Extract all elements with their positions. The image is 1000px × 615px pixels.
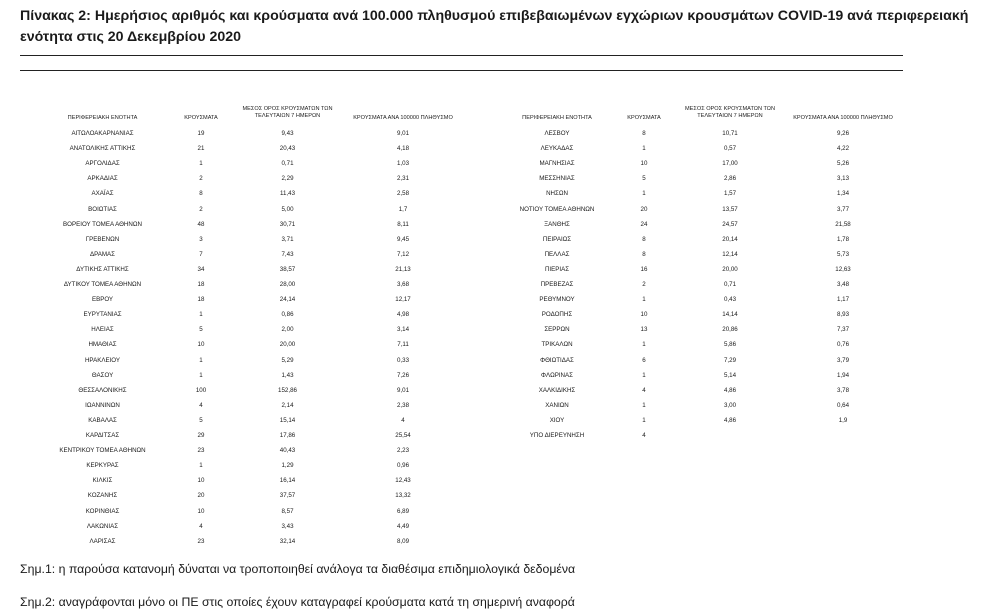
cell-per-100k: 1,78 [836,235,850,243]
cell-per-100k: 25,54 [395,432,411,439]
cell-avg-7days: 2,14 [281,401,294,409]
cell-per-100k: 5,26 [836,160,850,168]
cell-cases: 3 [199,235,203,243]
table-row [0,534,1000,549]
cell-cases: 1 [199,371,203,379]
cell-region: ΥΠΟ ΔΙΕΡΕΥΝΗΣΗ [529,432,585,439]
cell-cases: 2 [199,205,203,213]
header-per-100k-right: ΚΡΟΥΣΜΑΤΑ ΑΝΑ 100000 ΠΛΗΘΥΣΜΟ [793,115,893,121]
cell-per-100k: 0,76 [836,341,850,349]
cell-cases: 48 [197,220,205,228]
header-region-right: ΠΕΡΙΦΕΡΕΙΑΚΗ ΕΝΟΤΗΤΑ [522,115,592,121]
cell-per-100k: 4,49 [396,522,410,530]
title-divider-bottom [20,70,903,71]
table-row [0,398,1000,413]
table-row [0,292,1000,307]
cell-region: ΦΛΩΡΙΝΑΣ [541,371,573,379]
cell-region: ΑΙΤΩΛΟΑΚΑΡΝΑΝΙΑΣ [71,130,134,137]
cell-region: ΑΡΓΟΛΙΔΑΣ [85,160,120,168]
table-row [0,488,1000,503]
cell-avg-7days: 32,14 [279,537,296,545]
cell-cases: 8 [642,130,646,137]
cell-cases: 1 [199,462,203,470]
table-title: Πίνακας 2: Ημερήσιος αριθμός και κρούσματα ανά 100.000 πληθυσμού επιβεβαιωμένων εγχώριων κρουσμάτων COVID-19 ανά περιφερειακή ενότητα στις 20 Δεκεμβρίου 2020 [20,8,969,45]
cell-avg-7days: 14,14 [722,311,738,319]
cell-cases: 6 [642,356,646,364]
cell-region: ΡΕΘΥΜΝΟΥ [539,296,575,304]
table-row [0,217,1000,232]
table-row [0,262,1000,277]
cell-region: ΑΧΑΪΑΣ [91,190,114,198]
cell-per-100k: 3,48 [836,281,850,288]
cell-avg-7days: 24,57 [722,220,738,228]
cell-per-100k: 7,11 [397,341,409,349]
table-row [0,383,1000,398]
cell-avg-7days: 3,43 [281,522,294,530]
cell-region: ΘΕΣΣΑΛΟΝΙΚΗΣ [78,386,127,394]
table-row [0,232,1000,247]
cell-avg-7days: 16,14 [279,477,296,485]
cell-cases: 4 [642,432,646,439]
cell-per-100k: 6,89 [396,507,410,515]
cell-per-100k: 9,45 [396,235,410,243]
cell-cases: 10 [640,311,648,319]
cell-avg-7days: 5,00 [281,205,294,213]
cell-region: ΚΑΡΔΙΤΣΑΣ [85,432,120,439]
cell-avg-7days: 17,86 [279,432,296,439]
cell-per-100k: 3,79 [836,356,850,364]
cell-region: ΛΕΥΚΑΔΑΣ [540,145,574,153]
cell-cases: 2 [642,281,646,288]
table-row [0,186,1000,201]
cell-cases: 1 [642,371,646,379]
cell-per-100k: 8,93 [836,311,850,319]
cell-cases: 18 [197,296,205,304]
cell-avg-7days: 3,00 [723,401,737,409]
cell-region: ΛΑΚΩΝΙΑΣ [86,522,119,530]
cell-region: ΒΟΙΩΤΙΑΣ [88,205,117,213]
table-row [0,504,1000,519]
cell-per-100k: 1,17 [836,296,850,304]
cell-cases: 8 [642,235,646,243]
cell-cases: 16 [640,265,648,273]
cell-cases: 1 [199,311,203,319]
cell-region: ΛΑΡΙΣΑΣ [89,537,116,545]
table-row [0,202,1000,217]
cell-per-100k: 9,26 [836,130,850,137]
cell-region: ΗΜΑΘΙΑΣ [88,341,117,349]
cell-per-100k: 2,38 [396,401,410,409]
cell-avg-7days: 0,71 [281,160,294,168]
table-row [0,473,1000,488]
cell-region: ΠΡΕΒΕΖΑΣ [540,281,574,288]
cell-region: ΘΑΣΟΥ [91,371,114,379]
cell-region: ΔΥΤΙΚΟΥ ΤΟΜΕΑ ΑΘΗΝΩΝ [63,281,142,288]
cell-cases: 1 [199,160,203,168]
cell-avg-7days: 17,00 [722,160,738,168]
cell-cases: 100 [195,386,207,394]
cell-avg-7days: 12,14 [722,250,738,258]
table-row [0,353,1000,368]
table-row [0,322,1000,337]
cell-avg-7days: 20,86 [722,326,738,334]
cell-region: ΔΡΑΜΑΣ [89,250,116,258]
cell-per-100k: 3,13 [836,175,850,183]
table-row [0,428,1000,443]
cell-per-100k: 1,94 [836,371,850,379]
cell-cases: 29 [197,432,205,439]
cell-avg-7days: 0,86 [281,311,294,319]
cell-avg-7days: 20,43 [279,145,296,153]
cell-cases: 13 [640,326,648,334]
cell-region: ΠΙΕΡΙΑΣ [544,265,570,273]
cell-cases: 20 [197,492,205,500]
cell-per-100k: 3,68 [396,281,410,288]
cell-region: ΚΟΖΑΝΗΣ [87,492,118,500]
table-row [0,307,1000,322]
cell-cases: 1 [642,145,646,153]
cell-per-100k: 1,7 [398,205,408,213]
cell-per-100k: 3,14 [396,326,410,334]
cell-cases: 1 [642,416,646,424]
cell-per-100k: 4,98 [396,311,410,319]
cell-region: ΠΕΛΛΑΣ [544,250,570,258]
cell-region: ΣΕΡΡΩΝ [544,326,570,334]
cell-per-100k: 1,34 [836,190,850,198]
cell-avg-7days: 2,29 [281,175,294,183]
cell-cases: 8 [199,190,203,198]
cell-cases: 4 [199,401,203,409]
table-row [0,443,1000,458]
cell-avg-7days: 20,14 [722,235,738,243]
cell-region: ΗΛΕΙΑΣ [91,326,114,334]
cell-cases: 8 [642,250,646,258]
cell-per-100k: 2,23 [396,447,410,455]
cell-avg-7days: 7,29 [723,356,737,364]
cell-cases: 1 [199,356,203,364]
cell-per-100k: 9,01 [396,386,410,394]
cell-region: ΚΕΡΚΥΡΑΣ [86,462,119,470]
cell-avg-7days: 7,43 [281,250,294,258]
cell-per-100k: 3,77 [836,205,850,213]
cell-avg-7days: 2,00 [281,326,294,334]
cell-avg-7days: 13,57 [722,205,738,213]
cell-per-100k: 2,31 [396,175,410,183]
cell-avg-7days: 1,43 [281,371,294,379]
cell-per-100k: 9,01 [396,130,410,137]
cell-region: ΧΑΝΙΩΝ [545,401,569,409]
cell-region: ΧΑΛΚΙΔΙΚΗΣ [538,386,576,394]
header-avg-7days-right: ΜΕΣΟΣ ΟΡΟΣ ΚΡΟΥΣΜΑΤΩΝ ΤΩΝ ΤΕΛΕΥΤΑΙΩΝ 7 ΗΜΕΡΩΝ [685,106,775,119]
cell-cases: 19 [197,130,205,137]
cell-region: ΝΟΤΙΟΥ ΤΟΜΕΑ ΑΘΗΝΩΝ [519,205,595,213]
cell-per-100k: 0,96 [396,462,410,470]
cell-cases: 20 [640,205,648,213]
cell-cases: 23 [197,447,205,455]
cell-cases: 23 [197,537,205,545]
cell-avg-7days: 5,29 [281,356,294,364]
cell-avg-7days: 1,29 [281,462,294,470]
cell-avg-7days: 11,43 [279,190,296,198]
cell-cases: 10 [197,341,205,349]
cell-avg-7days: 40,43 [279,447,296,455]
cell-cases: 24 [640,220,648,228]
cell-avg-7days: 3,71 [281,235,294,243]
cell-per-100k: 3,78 [836,386,850,394]
cell-avg-7days: 4,86 [723,416,737,424]
cell-cases: 7 [199,250,203,258]
cell-cases: 4 [642,386,646,394]
cell-avg-7days: 1,57 [723,190,737,198]
table-row [0,519,1000,534]
cell-avg-7days: 20,00 [722,265,738,273]
cell-cases: 1 [642,401,646,409]
cell-region: ΜΕΣΣΗΝΙΑΣ [539,175,575,183]
cell-region: ΧΙΟΥ [549,416,565,424]
cell-region: ΦΘΙΩΤΙΔΑΣ [540,356,574,364]
cell-per-100k: 12,43 [395,477,411,485]
header-cases-left: ΚΡΟΥΣΜΑΤΑ [184,115,218,121]
cell-per-100k: 5,73 [836,250,850,258]
table-row [0,277,1000,292]
cell-avg-7days: 0,57 [723,145,737,153]
cell-avg-7days: 37,57 [279,492,296,500]
cell-region: ΒΟΡΕΙΟΥ ΤΟΜΕΑ ΑΘΗΝΩΝ [63,220,142,228]
table-row [0,141,1000,156]
cell-region: ΚΑΒΑΛΑΣ [88,416,117,424]
header-avg-7days-left: ΜΕΣΟΣ ΟΡΟΣ ΚΡΟΥΣΜΑΤΩΝ ΤΩΝ ΤΕΛΕΥΤΑΙΩΝ 7 ΗΜΕΡΩΝ [242,106,333,119]
cell-avg-7days: 5,14 [723,371,737,379]
cell-per-100k: 7,26 [396,371,410,379]
cell-avg-7days: 10,71 [722,130,738,137]
cell-per-100k: 0,33 [396,356,410,364]
table-row [0,156,1000,171]
header-per-100k-left: ΚΡΟΥΣΜΑΤΑ ΑΝΑ 100000 ΠΛΗΘΥΣΜΟ [353,115,453,121]
cell-per-100k: 4,22 [836,145,850,153]
cell-avg-7days: 4,86 [723,386,737,394]
cell-per-100k: 12,17 [395,296,411,304]
cell-cases: 2 [199,175,203,183]
cell-region: ΠΕΙΡΑΙΩΣ [542,235,572,243]
cell-cases: 18 [197,281,205,288]
cell-cases: 5 [199,326,203,334]
note-1: Σημ.1: η παρούσα κατανομή δύναται να τροποποιηθεί ανάλογα τα διαθέσιμα επιδημιολογικά δεδομένα [20,562,576,576]
cell-region: ΚΟΡΙΝΘΙΑΣ [85,507,120,515]
cell-avg-7days: 8,57 [281,507,294,515]
cell-per-100k: 2,58 [396,190,410,198]
cell-region: ΑΝΑΤΟΛΙΚΗΣ ΑΤΤΙΚΗΣ [69,145,136,153]
cell-cases: 34 [197,265,205,273]
cell-cases: 4 [199,522,203,530]
cell-per-100k: 8,11 [397,220,409,228]
title-divider-top [20,55,903,56]
cell-region: ΙΩΑΝΝΙΝΩΝ [85,401,120,409]
cell-cases: 1 [642,296,646,304]
cell-avg-7days: 15,14 [279,416,296,424]
cell-region: ΕΥΡΥΤΑΝΙΑΣ [83,311,122,319]
cell-region: ΤΡΙΚΑΛΩΝ [541,341,573,349]
cell-avg-7days: 0,43 [723,296,737,304]
cell-region: ΗΡΑΚΛΕΙΟΥ [84,356,121,364]
cell-per-100k: 0,64 [836,401,850,409]
cell-cases: 10 [640,160,648,168]
cell-per-100k: 12,63 [835,265,851,273]
cell-avg-7days: 5,86 [723,341,737,349]
cell-cases: 1 [642,341,646,349]
cell-avg-7days: 28,00 [279,281,296,288]
cell-region: ΝΗΣΩΝ [546,190,568,198]
cell-cases: 1 [642,190,646,198]
cell-cases: 21 [197,145,205,153]
header-region-left: ΠΕΡΙΦΕΡΕΙΑΚΗ ΕΝΟΤΗΤΑ [67,115,138,121]
table-row [0,413,1000,428]
cell-per-100k: 7,37 [836,326,850,334]
table-row [0,337,1000,352]
cell-per-100k: 8,09 [396,537,410,545]
cell-avg-7days: 24,14 [279,296,296,304]
cell-cases: 5 [642,175,646,183]
table-row [0,458,1000,473]
table-row [0,126,1000,141]
cell-per-100k: 4 [401,416,405,424]
cell-cases: 10 [197,477,205,485]
header-cases-right: ΚΡΟΥΣΜΑΤΑ [627,115,661,121]
cell-region: ΑΡΚΑΔΙΑΣ [87,175,118,183]
note-2: Σημ.2: αναγράφονται μόνο οι ΠΕ στις οποίες έχουν καταγραφεί κρούσματα κατά τη σημερινή αναφορά [20,595,575,609]
cell-region: ΜΑΓΝΗΣΙΑΣ [539,160,575,168]
cell-per-100k: 21,58 [835,220,851,228]
table-row [0,368,1000,383]
cell-region: ΛΕΣΒΟΥ [544,130,570,137]
cell-avg-7days: 38,57 [279,265,296,273]
cell-avg-7days: 9,43 [281,130,294,137]
cell-avg-7days: 30,71 [279,220,296,228]
cell-region: ΓΡΕΒΕΝΩΝ [85,235,120,243]
cell-avg-7days: 20,00 [279,341,296,349]
cell-avg-7days: 152,86 [278,386,297,394]
cell-per-100k: 4,18 [396,145,410,153]
cell-cases: 5 [199,416,203,424]
cell-per-100k: 21,13 [395,265,411,273]
cell-per-100k: 7,12 [396,250,410,258]
cell-region: ΞΑΝΘΗΣ [544,220,570,228]
cell-cases: 10 [197,507,205,515]
cell-avg-7days: 0,71 [723,281,737,288]
cell-region: ΡΟΔΟΠΗΣ [541,311,573,319]
table-row [0,247,1000,262]
cell-region: ΔΥΤΙΚΗΣ ΑΤΤΙΚΗΣ [76,265,129,273]
cell-region: ΚΕΝΤΡΙΚΟΥ ΤΟΜΕΑ ΑΘΗΝΩΝ [59,447,146,455]
cell-region: ΕΒΡΟΥ [91,296,114,304]
table-row [0,171,1000,186]
cell-per-100k: 1,9 [838,416,848,424]
cell-per-100k: 1,03 [396,160,410,168]
cell-per-100k: 13,32 [395,492,411,500]
cell-region: ΚΙΛΚΙΣ [92,477,113,485]
cell-avg-7days: 2,86 [723,175,737,183]
